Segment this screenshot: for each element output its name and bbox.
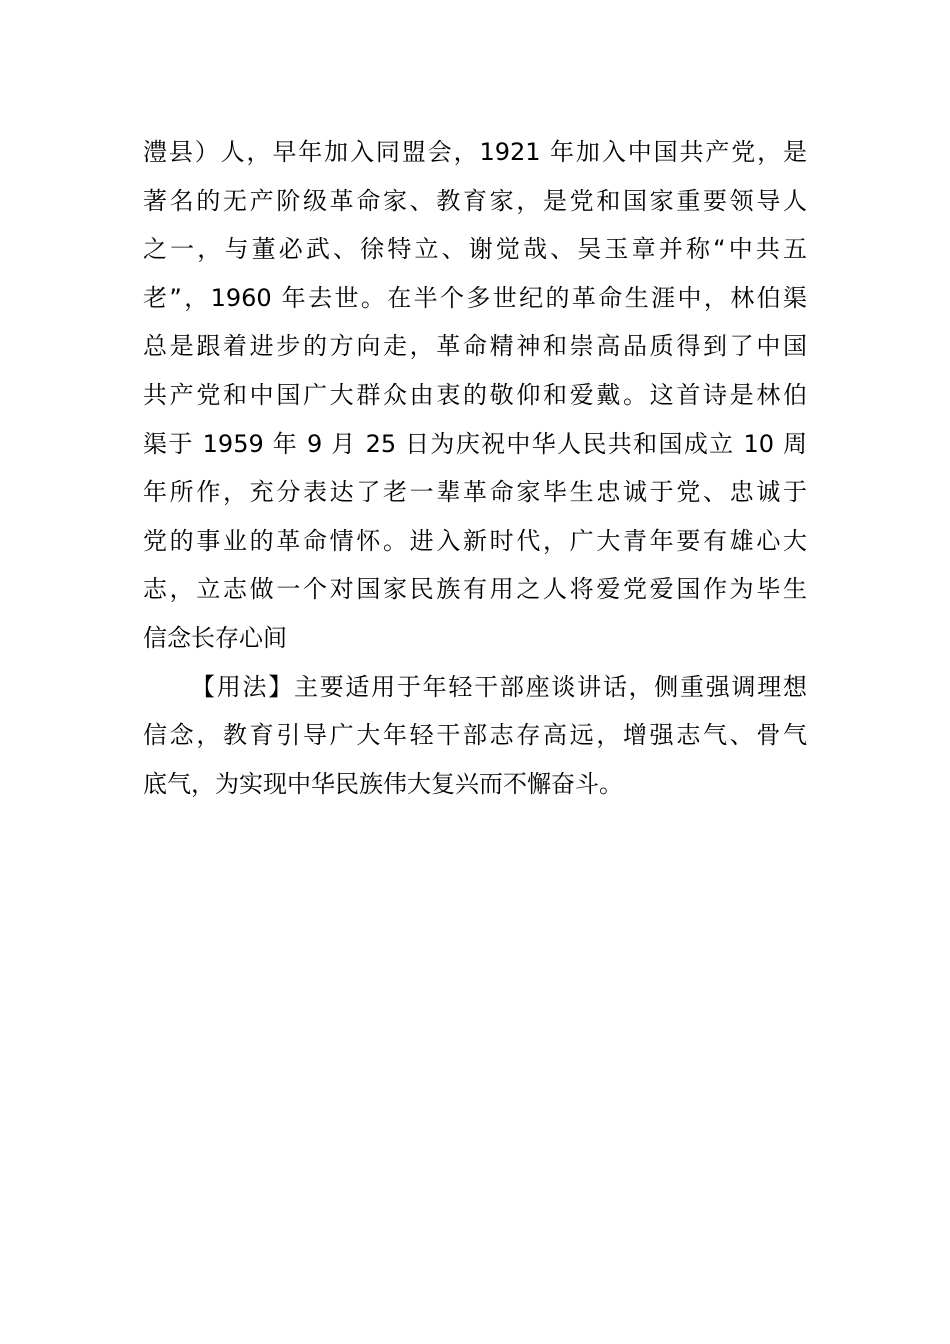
- paragraph-line: 渠于 1959 年 9 月 25 日为庆祝中华人民共和国成立 10 周: [143, 429, 807, 458]
- paragraph-line: 年所作，充分表达了老一辈革命家毕生忠诚于党、忠诚于: [143, 478, 807, 507]
- paragraph-line: 澧县）人，早年加入同盟会，1921 年加入中国共产党，是: [143, 138, 807, 166]
- document-body: [143, 128, 807, 808]
- paragraph-line: 总是跟着进步的方向走，革命精神和崇高品质得到了中国: [143, 332, 807, 361]
- paragraph-line: 信念，教育引导广大年轻干部志存高远，增强志气、骨气: [143, 721, 807, 750]
- paragraph-line: 之一，与董必武、徐特立、谢觉哉、吴玉章并称“中共五: [143, 235, 807, 264]
- paragraph-line: 著名的无产阶级革命家、教育家，是党和国家重要领导人: [143, 186, 807, 215]
- paragraph-line: 信念长存心间: [143, 623, 287, 652]
- paragraph-line: 底气，为实现中华民族伟大复兴而不懈奋斗。: [143, 769, 623, 798]
- paragraph-line: 老”，1960 年去世。在半个多世纪的革命生涯中，林伯渠: [143, 283, 807, 312]
- paragraph-biography: [143, 128, 807, 663]
- paragraph-line: 共产党和中国广大群众由衷的敬仰和爱戴。这首诗是林伯: [143, 380, 807, 409]
- paragraph-line: 党的事业的革命情怀。进入新时代，广大青年要有雄心大: [143, 526, 807, 555]
- paragraph-usage: [143, 663, 807, 809]
- paragraph-line: 【用法】主要适用于年轻干部座谈讲话，侧重强调理想: [191, 672, 807, 701]
- paragraph-line: 志，立志做一个对国家民族有用之人将爱党爱国作为毕生: [143, 575, 807, 604]
